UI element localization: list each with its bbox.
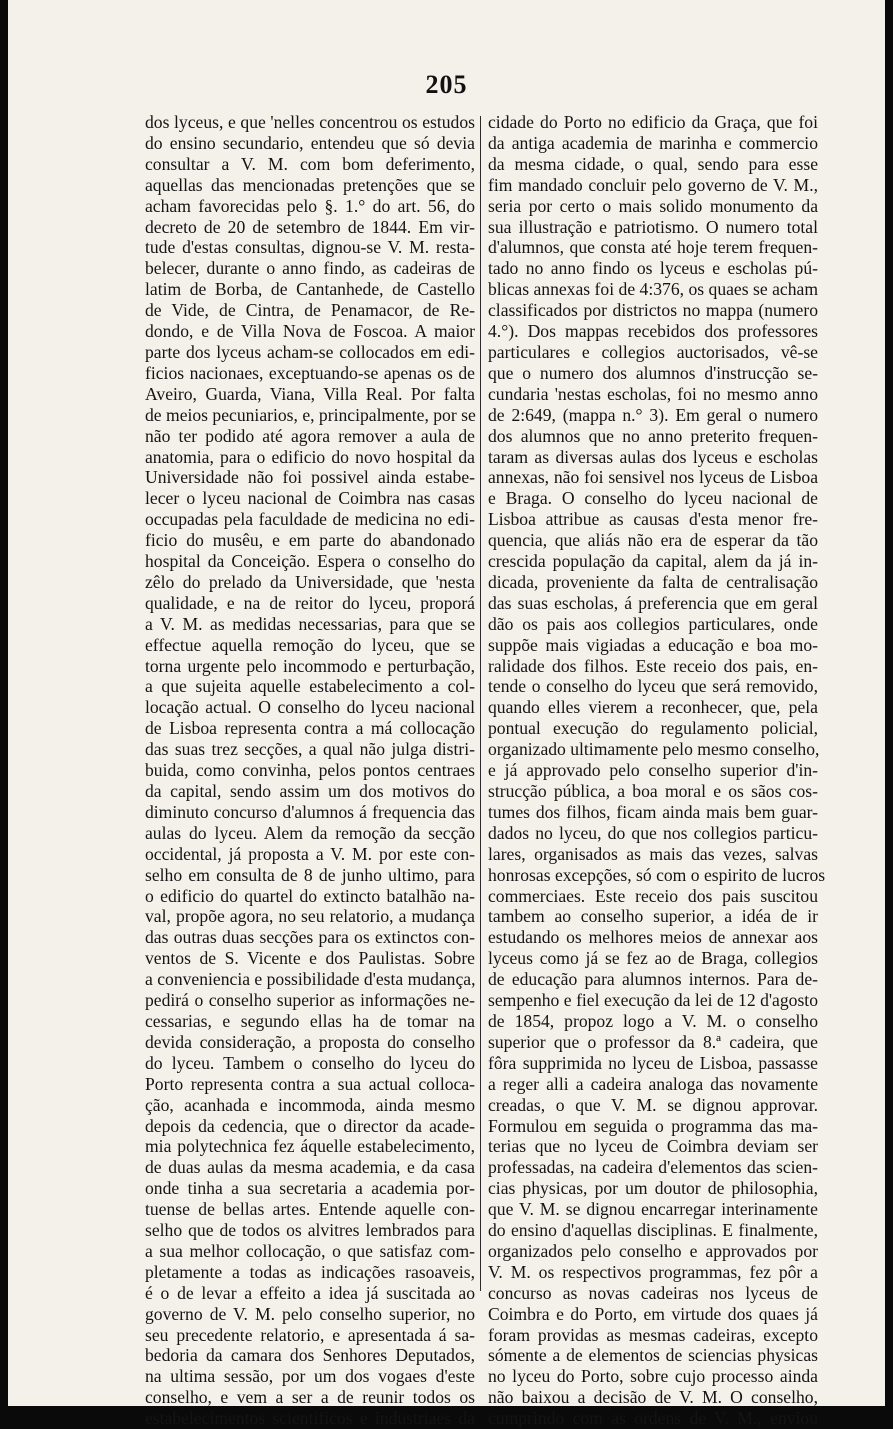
text-line: das suas trez secções, a qual não julga distri- [145,739,475,760]
text-line: da mesma cidade, o qual, sendo para esse [488,153,818,174]
text-line: suppõe mais vigiadas a educação e boa mo- [488,634,818,655]
text-line: tambem ao conselho superior, a idéa de ir [488,906,818,927]
text-line: que V. M. se dignou encarregar interinamente [488,1199,818,1220]
text-line: qualidade, e na de reitor do lyceu, proporá [145,592,475,613]
text-line: ção, acanhada e incommoda, ainda mesmo [145,1094,475,1115]
text-line: dão os pais aos collegios particulares, onde [488,613,818,634]
text-line: superior que o professor da 8.ª cadeira, que [488,1031,818,1052]
text-line: foram providas as mesmas cadeiras, excepto [488,1324,818,1345]
text-line: Aveiro, Guarda, Viana, Villa Real. Por falta [145,383,475,404]
text-line: devida consideração, a proposta do conselho [145,1031,475,1052]
right-text-column [488,112,826,1429]
text-line: commerciaes. Este receio dos pais suscitou [488,885,818,906]
text-line: latim de Borba, de Cantanhede, de Castello [145,279,475,300]
text-line: tado no anno findo os lyceus e escholas pú- [488,258,818,279]
text-line: concurso as novas cadeiras nos lyceus de [488,1282,818,1303]
text-line: dados no lyceu, do que nos collegios particu- [488,822,818,843]
text-line: da capital, sendo assim um dos motivos do [145,781,475,801]
text-line: do ensino d'aquellas disciplinas. E finalmente, [488,1220,818,1241]
text-line: de 2:649, (mappa n.° 3). Em geral o numero [488,404,818,425]
text-line: dondo, e de Villa Nova de Foscoa. A maior [145,321,475,342]
text-line: no lyceu do Porto, sobre cujo processo ainda [488,1366,818,1387]
text-line: terias que no lyceu de Coimbra deviam ser [488,1136,818,1157]
text-line: sómente a de elementos de sciencias physicas [488,1345,818,1366]
text-line: a V. M. as medidas necessarias, para que se [145,613,475,634]
text-line: das outras duas secções para os extinctos con- [145,927,475,948]
text-line: seria por certo o mais solido monumento da [488,195,818,216]
text-line: não baixou a decisão de V. M. O conselho, [488,1387,818,1408]
text-line: lares, organisados as mais das vezes, salvas [488,843,818,864]
page-number: 205 [425,70,468,99]
left-text-column [145,112,475,1429]
text-line: acham favorecidas pelo §. 1.° do art. 56, do [145,195,475,216]
text-line: Universidade não foi possivel ainda estabe- [145,467,475,488]
text-line: parte dos lyceus acham-se collocados em edi- [145,341,475,362]
text-line: blicas annexas foi de 4:376, os quaes se acham [488,279,818,300]
text-line: organizados pelo conselho e approvados por [488,1240,818,1261]
text-line: a sua melhor collocação, o que satisfaz com- [145,1240,475,1261]
text-line: anatomia, para o edificio do novo hospital da [145,446,475,467]
text-line: a que sujeita aquelle estabelecimento a col- [145,676,475,697]
text-line: locação actual. O conselho do lyceu nacional [145,697,475,718]
text-line: strucção pública, a boa moral e os sãos cos- [488,781,818,801]
text-line: onde tinha a sua secretaria a academia por- [145,1178,475,1199]
text-line: das suas escholas, á preferencia que em geral [488,592,818,613]
text-line: torna urgente pelo incommodo e perturbação, [145,655,475,676]
text-line: tende o conselho do lyceu que será removido, [488,676,818,697]
text-line: organizado ultimamente pelo mesmo conselho, [488,739,820,760]
text-line: cundaria 'nestas escholas, foi no mesmo anno [488,383,818,404]
text-line: particulares e collegios auctorisados, vê-se [488,341,818,362]
text-line: tumes dos filhos, ficam ainda mais bem guar- [488,801,818,822]
text-line: e já approvado pelo conselho superior d'in- [488,760,818,781]
text-line: bedoria da camara dos Senhores Deputados, [145,1345,475,1366]
text-line: é o de levar a effeito a idea já suscitada ao [145,1282,475,1303]
text-line: pletamente a todas as indicações rasoaveis, [145,1261,475,1282]
text-line: buida, como convinha, pelos pontos centraes [145,760,475,781]
text-line: fôra supprimida no lyceu de Lisboa, passasse [488,1052,818,1073]
text-line: pedirá o conselho superior as informações ne- [145,990,475,1011]
text-line: Porto representa contra a sua actual colloca- [145,1073,475,1094]
text-line: occupadas pela faculdade de medicina no edi- [145,509,475,530]
text-line: lecer o lyceu nacional de Coimbra nas casas [145,488,475,509]
text-line: V. M. os respectivos programmas, fez pôr a [488,1261,818,1282]
column-divider [480,116,481,1291]
text-line: sempenho e fiel execução da lei de 12 d'agosto [488,990,818,1011]
text-line: professadas, na cadeira d'elementos das scien- [488,1157,818,1178]
text-line: cias physicas, por um doutor de philosophia, [488,1178,818,1199]
text-line: creadas, o que V. M. se dignou approvar. [488,1094,818,1115]
text-line: consultar a V. M. com bom deferimento, [145,153,475,174]
text-line: Lisboa attribue as causas d'esta menor fre- [488,509,818,530]
text-line: conselho, e vem a ser a de reunir todos os [145,1387,475,1408]
text-line: de 1854, propoz logo a V. M. o conselho [488,1010,818,1031]
text-line: Formulou em seguida o programma das ma- [488,1115,818,1136]
text-line: selho que de todos os alvitres lembrados para [145,1220,475,1241]
text-line: pontual execução do regulamento policial, [488,718,818,739]
text-line: governo de V. M. pelo conselho superior, no [145,1303,475,1324]
text-line: da antiga academia de marinha e commercio [488,132,818,153]
text-line: mia polytechnica fez áquelle estabelecimento, [145,1136,475,1157]
text-line: selho em consulta de 8 de junho ultimo, para [145,864,475,885]
text-line: classificados por districtos no mappa (numero [488,300,818,321]
text-line: zêlo do prelado da Universidade, que 'nesta [145,571,475,592]
text-line: aquellas das mencionadas pretenções que se [145,174,475,195]
text-line: ralidade dos filhos. Este receio dos pais, en- [488,655,818,676]
text-line: quencia, que aliás não era de esperar da tão [488,530,818,551]
text-line: taram as diversas aulas dos lyceus e escholas [488,446,818,467]
text-line: quando elles vierem a reconhecer, que, pela [488,697,818,718]
text-line: belecer, durante o anno findo, as cadeiras de [145,258,475,279]
text-line: estudando os melhores meios de annexar aos [488,927,818,948]
text-line: dos lyceus, e que 'nelles concentrou os estudos [145,112,475,132]
text-line: ficios nacionaes, exceptuando-se apenas os de [145,362,475,383]
text-line: de educação para alumnos internos. Para de- [488,969,818,990]
text-line: aulas do lyceu. Alem da remoção da secção [145,822,475,843]
text-line: honrosas excepções, só com o espirito de lucros [488,864,826,885]
text-line: que o numero dos alumnos d'instrucção se- [488,362,818,383]
text-line: Coimbra e do Porto, em virtude dos quaes já [488,1303,818,1324]
text-line: decreto de 20 de setembro de 1844. Em vir- [145,216,475,237]
text-line: diminuto concurso d'alumnos á frequencia das [145,801,475,822]
text-line: dicada, proveniente da falta de centralisação [488,571,818,592]
text-line: do lyceu. Tambem o conselho do lyceu do [145,1052,475,1073]
text-line: hospital da Conceição. Espera o conselho do [145,551,475,572]
text-line: d'alumnos, que consta até hoje terem frequen- [488,237,818,258]
text-line: ventos de S. Vicente e dos Paulistas. Sobre [145,948,475,969]
text-line: a reger alli a cadeira analoga das novamente [488,1073,818,1094]
text-line: estabelecimentos scientificos e industriaes da [145,1408,475,1429]
text-line: e Braga. O conselho do lyceu nacional de [488,488,818,509]
text-line: do ensino secundario, entendeu que só devia [145,132,475,153]
text-line: cumprindo com as ordens de V. M., enviou [488,1408,818,1429]
text-line: sua illustração e patriotismo. O numero total [488,216,818,237]
text-line: cidade do Porto no edificio da Graça, que foi [488,112,818,132]
text-line: depois da cedencia, que o director da acade- [145,1115,475,1136]
text-line: cessarias, e segundo ellas ha de tomar na [145,1010,475,1031]
text-line: val, propõe agora, no seu relatorio, a mudança [145,906,475,927]
text-line: não ter podido até agora remover a aula de [145,425,475,446]
text-line: fim mandado concluir pelo governo de V. M., [488,174,818,195]
text-line: de Vide, de Cintra, de Penamacor, de Re- [145,300,475,321]
text-line: effectue aquella remoção do lyceu, que se [145,634,475,655]
text-line: annexas, não foi sensivel nos lyceus de Lisboa [488,467,818,488]
text-line: dos alumnos que no anno preterito frequen- [488,425,818,446]
document-page [8,0,885,1429]
text-line: tuense de bellas artes. Entende aquelle con- [145,1199,475,1220]
text-line: tude d'estas consultas, dignou-se V. M. resta- [145,237,475,258]
text-line: seu precedente relatorio, e apresentada á sa- [145,1324,475,1345]
text-line: a conveniencia e possibilidade d'esta mudança, [145,969,476,990]
text-line: ficio do musêu, e em parte do abandonado [145,530,475,551]
text-line: de duas aulas da mesma academia, e da casa [145,1157,475,1178]
text-line: de Lisboa representa contra a má collocação [145,718,475,739]
text-line: de meios pecuniarios, e, principalmente, por se [145,404,476,425]
text-line: crescida população da capital, alem da já in- [488,551,818,572]
text-line: lyceus como já se fez ao de Braga, collegios [488,948,818,969]
text-line: 4.°). Dos mappas recebidos dos professores [488,321,818,342]
text-line: na ultima sessão, por um dos vogaes d'este [145,1366,475,1387]
text-line: o edificio do quartel do extincto batalhão na- [145,885,475,906]
text-line: occidental, já proposta a V. M. por este con- [145,843,475,864]
